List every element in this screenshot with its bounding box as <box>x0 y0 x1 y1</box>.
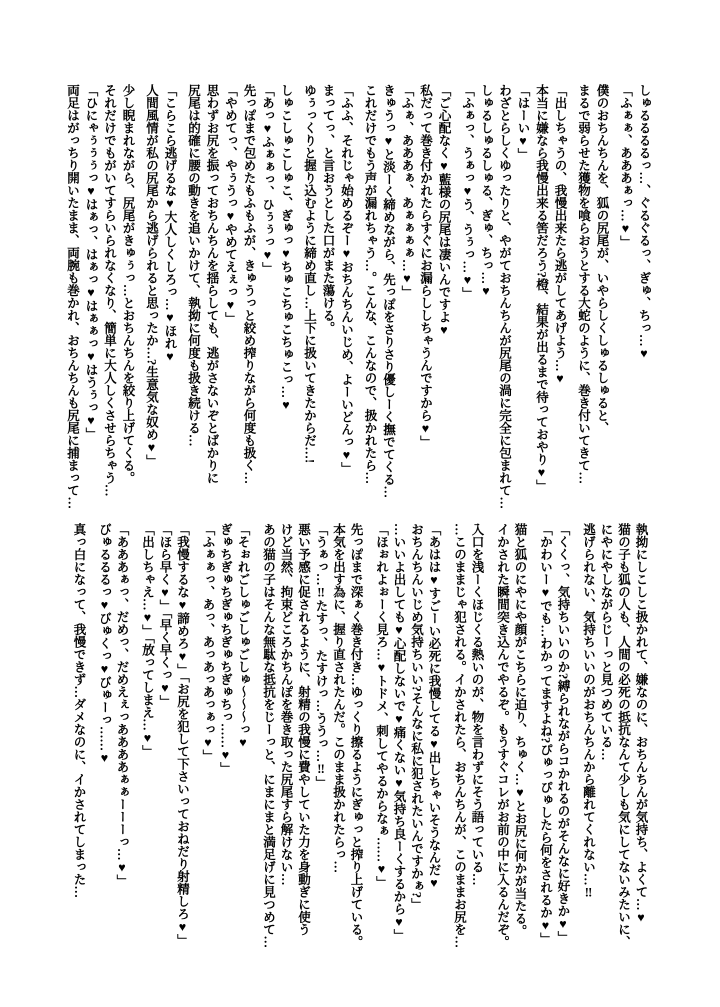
text-column: 人間風情が私の尻尾から逃げられると思ったか…?生意気な奴め♥」 <box>144 84 159 467</box>
text-column: 「出しちゃうの、我慢出来たら逃がしてあげよう…♥ <box>553 84 567 386</box>
text-column: 「あはは♥すごーい必死に我慢してる♥出しちゃいそうなんだ♥ <box>427 523 441 890</box>
text-column: 「うぁっ…‼たすっ、たすけっ…ううっ…‼」 <box>314 523 328 789</box>
text-column: 「かわいー♥でも…わかってますよね?ぴゅっぴゅしたら何をされるか♥」 <box>538 523 553 945</box>
text-column: これだけでもう声が漏れちゃう…。こんな、こんなので、扱かれたら… <box>363 84 377 484</box>
text-column: 「ふぁっ、うぁっ♥う、うぅっ…♥」 <box>460 84 475 300</box>
text-column: びゅるるるっ♥びゅくっ♥びゅーっ……♥ <box>97 523 112 765</box>
text-column: 「ふぁぁっ、あっ、あっあっあっぁっ♥」 <box>201 523 215 762</box>
text-column: 「やめてっ、やぅうっ♥やめてえぇっ♥」 <box>223 84 238 325</box>
text-block-bottom <box>70 523 650 975</box>
text-column: しゅるしゅるしゅる、ぎゅ、ちっ…♥ <box>479 84 493 298</box>
text-column: ゆぅっくりと握り込むように締め直し…上下に扱いてきたからだ…! <box>302 84 317 464</box>
text-column: おちんちんいじめ気持ちいい?そんなに私に犯されたいんですかぁ?」 <box>409 523 424 911</box>
text-column: 入口を浅ーくほじくる熱いのが、物を言わずにそう語っている… <box>470 523 484 886</box>
text-column: 悪い予感に促されるように、射精の我慢に費やしていた力を身動ぎに使う <box>296 523 311 936</box>
text-column: 執拗にしこしこ扱かれて、嫌なのに、おちんちんが気持ち、よくて…♥ <box>634 523 648 925</box>
text-column: 「ふぁぁ、あああぁっ…♥」 <box>618 84 633 248</box>
text-column: 真っ白になって、我慢できず…ダメなのに、イかされてしまった… <box>72 523 86 898</box>
text-column: 「我慢するな♥諦めろ♥」「お尻を犯して下さいっておねだり射精しろ♥」 <box>175 523 190 947</box>
text-column: 尻尾は的確に腰の動きを追いかけて、執拗に何度も扱き続ける… <box>186 84 201 447</box>
text-column: 猫の子も狐の人も、人間の必死の抵抗なんて少しも気にしてないみたいに、 <box>616 523 631 948</box>
text-column: ぎゅちぎゅちぎゅちぎゅちぎゅちっ……♥」 <box>218 523 233 775</box>
text-column: あの猫の子はそんな無駄な抵抗をじーっと、にまにまと満足げに見つめて… <box>261 523 276 948</box>
text-column: けど当然、拘束どころかちんぽを巻き取った尻尾すら解けない… <box>279 523 293 886</box>
text-column: …いいよ出しても♥心配しないで♥痛くない♥気持ち良ーくするから♥」 <box>392 523 406 942</box>
text-column: イかされた瞬間突き込んでやるぞ。もうすぐコレがお前の中に入るんだぞ。 <box>495 523 510 948</box>
text-column: 「出しちゃえ…♥」「放ってしまえ…♥」 <box>140 523 155 758</box>
text-column: 「そぉれごしゅごしゅごしゅ〜〜〜っ♥ <box>236 523 250 750</box>
text-column: 「ふぁ、あああぁ、あぁぁぁぁ…♥」 <box>400 84 414 298</box>
text-column: 逃げられない、気持ちいいのがおちんちんから離れてくれない…‼ <box>581 523 596 900</box>
text-block-top <box>63 84 653 536</box>
text-column: 先っぽまで包めたもふもふが、きゅうっと絞め搾りながら何度も扱く… <box>242 84 256 484</box>
text-column: 「ほら早く♥」「早く早くっ♥」 <box>158 523 172 708</box>
text-column: 「はーい♥」 <box>516 84 530 161</box>
text-column: 「ふふ、それじゃ始めるぞー♥おちんちんいじめ、よーいどんっ♥」 <box>339 84 354 475</box>
text-column: 「くくっ、気持ちいいのか?縛られながらコかれるのがそんなに好きか♥」 <box>556 523 570 944</box>
text-column: 「ご心配なく♥藍様の尻尾は凄いんですよ♥ <box>437 84 451 337</box>
text-column: 私だって巻き付かれたらすぐにお漏らししちゃうんですから♥」 <box>418 84 433 448</box>
text-column: 本気を出す為に、握り直されたんだ。このまま扱かれたらっ… <box>331 523 346 873</box>
text-column: わざとらしくゆったりと、やがておちんちんが尻尾の渦に完全に包まれて… <box>497 84 512 509</box>
text-column: それだけでもがいてすらいられなくなり、簡単に大人しくさせらちゃう… <box>102 84 117 497</box>
text-column: まるで弱らせた獲物を喰らおうとする大蛇のように、巻き付いてきて… <box>576 84 591 484</box>
text-column: 思わずお尻を振っておちんちんを揺らしても、逃がさないぞとばかりに <box>205 84 219 484</box>
text-column: まってっ、と言おうとした口がまた蕩ける。 <box>321 84 335 334</box>
text-column: 僕のおちんちんを、狐の尻尾が、いやらしくしゅるしゅると、 <box>595 84 609 434</box>
text-column: 両足はがっちり開いたまま、両腕も巻かれ、おちんちんも尻尾に捕まって… <box>65 84 80 509</box>
text-column: きゅうっ♥と淡ーく締めながら、先っぽをさりさり優しーく撫でてくる… <box>381 84 396 498</box>
text-column: 先っぽまで深ぁく巻き付き…ゆっくり擦るようにぎゅっと搾り上げている。 <box>349 523 363 948</box>
text-column: 少し睨まれながら、尻尾がきゅぅっ…とおちんちんを絞り上げてくる。 <box>121 84 135 484</box>
text-column: …このままじゃ犯される。イかされたら、おちんちんが、このままお尻を… <box>452 523 467 948</box>
text-column: 猫と狐のにやにや顔がこちらに迫り、ちゅく…♥とお尻に何かが当たる。 <box>513 523 527 937</box>
text-column: 「あっ♥ふぁぁっ、ひぅぅっ♥」 <box>260 84 275 275</box>
text-column: 本当に嫌なら我慢出来る筈だろう?橙、結果が出るまで待っておやり♥」 <box>534 84 549 492</box>
text-column: 「こらこら逃げるな♥大人しくしろっ…♥ほれ♥ <box>163 84 177 364</box>
text-column: 「ひにゃぅぅぅっ♥はぁっ、はぁっ♥はぁぁっ♥はうぅっ♥」 <box>84 84 98 440</box>
text-column: しゅるるるるっ…、ぐるぐるっ、ぎゅ、ちっ…♥ <box>637 84 651 361</box>
text-column: しゅこしゅこしゅこ、ぎゅっ♥ちゅこちゅこちゅこっ…♥ <box>279 84 293 412</box>
text-column: 「あああぁっ、だめっ、だめえぇっああああぁぁーーーっ…♥」 <box>115 523 129 887</box>
text-column: にやにやしながらじーっと見つめている… <box>599 523 613 761</box>
text-column: 「ほぉれよぉーく見ろ…♥トドメ、刺してやるからなぁ……♥」 <box>374 523 389 889</box>
